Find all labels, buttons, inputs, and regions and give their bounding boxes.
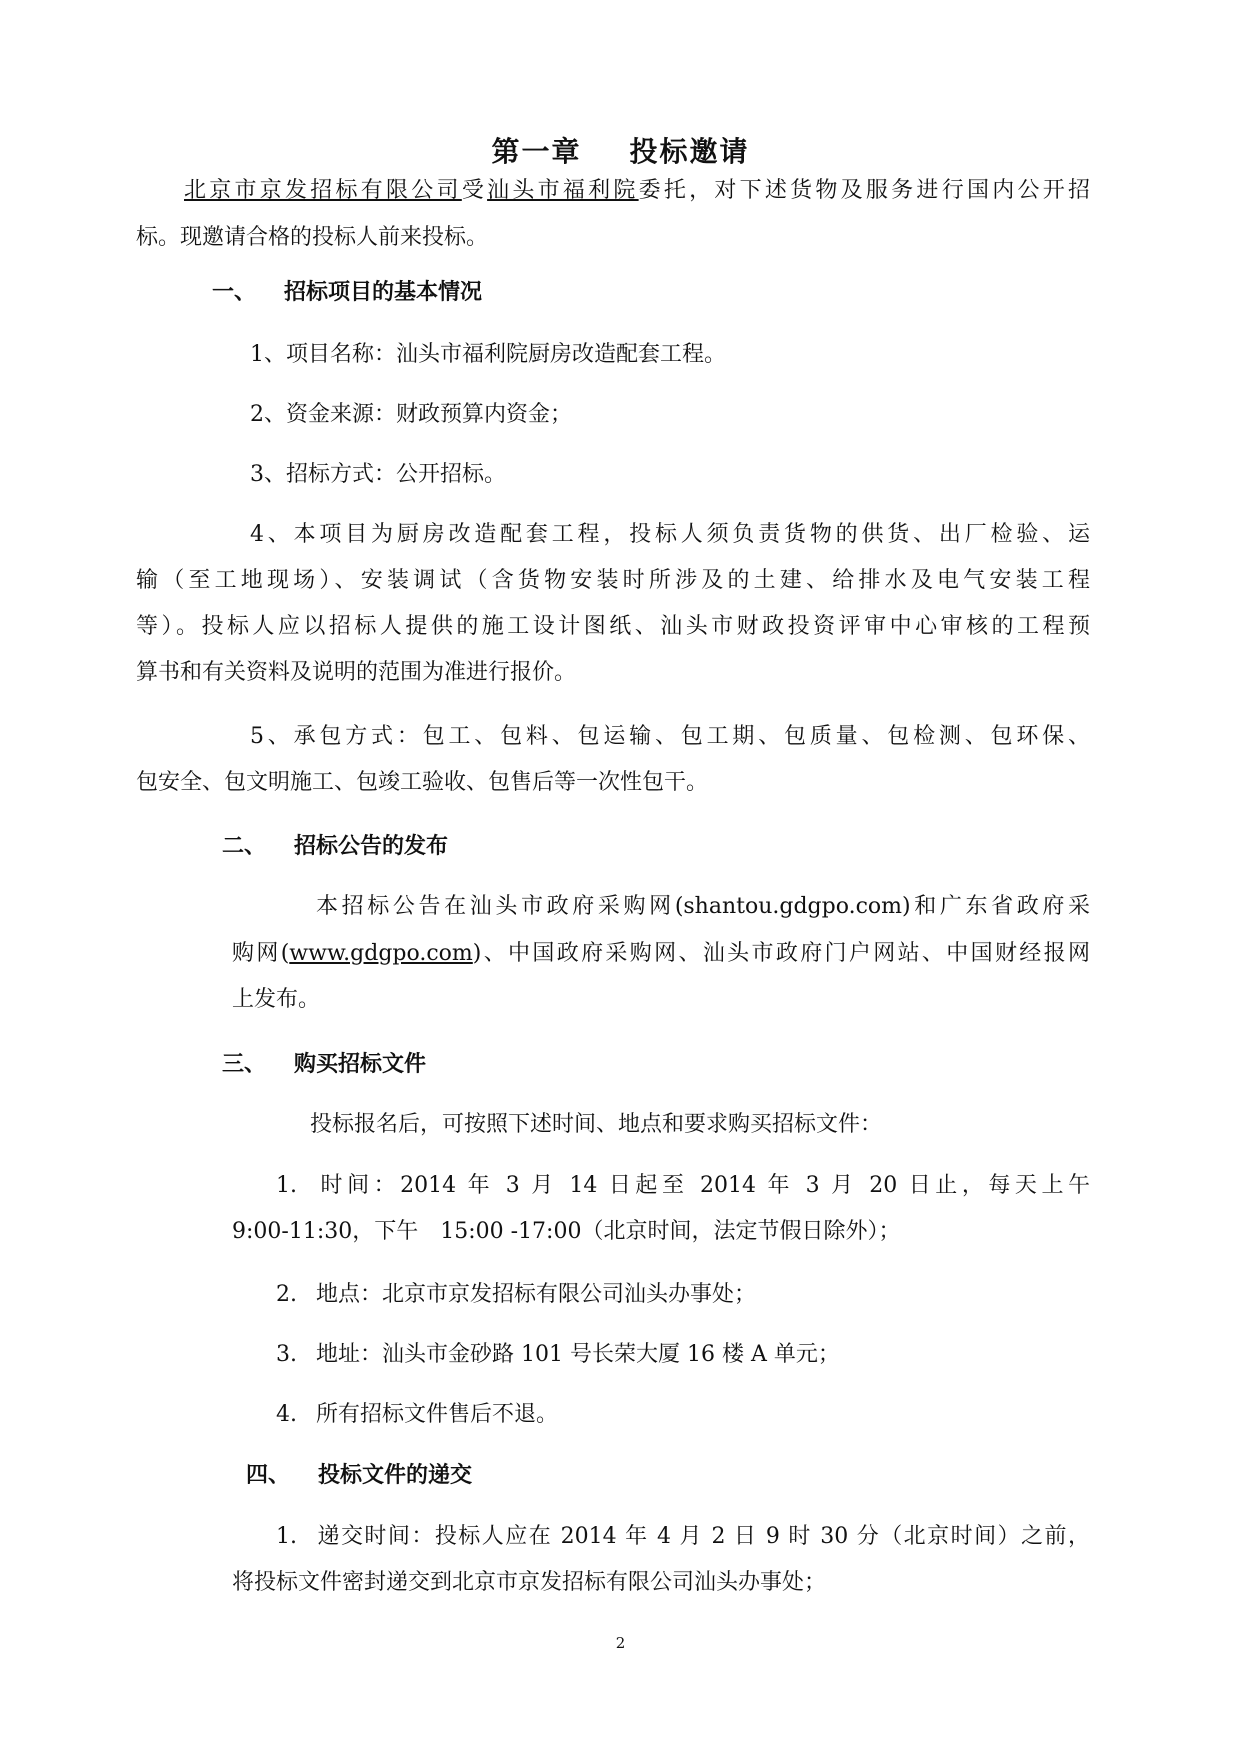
purchase-time-line-2: 9:00-11:30，下午 15:00 -17:00（北京时间，法定节假日除外）； xyxy=(232,1219,901,1244)
section-2-heading: 二、 招标公告的发布 xyxy=(222,834,449,859)
purchase-address: 3. 地址：汕头市金砂路 101 号长荣大厦 16 楼 A 单元； xyxy=(276,1342,840,1367)
scope-line-1: 4、本项目为厨房改造配套工程，投标人须负责货物的供货、出厂检验、运 xyxy=(250,522,1090,547)
announce-line-2: 购网(www.gdgpo.com)、中国政府采购网、汕头市政府门户网站、中国财经报网 xyxy=(232,941,1090,966)
purchase-lead: 投标报名后，可按照下述时间、地点和要求购买招标文件： xyxy=(310,1112,883,1137)
gdgpo-link[interactable]: www.gdgpo.com xyxy=(289,941,473,966)
scope-line-2: 输（至工地现场）、安装调试（含货物安装时所涉及的土建、给排水及电气安装工程 xyxy=(136,568,1090,593)
project-name: 1、项目名称：汕头市福利院厨房改造配套工程。 xyxy=(250,342,726,367)
submission-line-2: 将投标文件密封递交到北京市京发招标有限公司汕头办事处； xyxy=(232,1570,827,1595)
intro-line-1: 北京市京发招标有限公司受汕头市福利院委托，对下述货物及服务进行国内公开招 xyxy=(184,178,1090,203)
page-number: 2 xyxy=(615,1634,626,1652)
tender-method: 3、招标方式：公开招标。 xyxy=(250,462,506,487)
announce-line-3: 上发布。 xyxy=(232,987,321,1012)
scope-line-4: 算书和有关资料及说明的范围为准进行报价。 xyxy=(136,660,577,685)
fund-source: 2、资金来源：财政预算内资金； xyxy=(250,402,572,427)
contract-line-2: 包安全、包文明施工、包竣工验收、包售后等一次性包干。 xyxy=(136,770,709,795)
agency-name: 北京市京发招标有限公司 xyxy=(184,178,462,203)
intro-line-2: 标。现邀请合格的投标人前来投标。 xyxy=(136,225,489,250)
client-name: 汕头市福利院 xyxy=(487,178,639,203)
section-3-heading: 三、 购买招标文件 xyxy=(222,1052,427,1077)
no-refund-note: 4. 所有招标文件售后不退。 xyxy=(276,1402,559,1427)
section-1-heading: 一、 招标项目的基本情况 xyxy=(212,280,483,305)
chapter-title-number: 第一章 xyxy=(491,135,582,168)
chapter-title-text: 投标邀请 xyxy=(629,135,750,168)
purchase-time-line-1: 1. 时间：2014 年 3 月 14 日起至 2014 年 3 月 20 日止，每天上午 xyxy=(276,1173,1090,1198)
section-4-heading: 四、 投标文件的递交 xyxy=(246,1463,473,1488)
announce-line-1: 本招标公告在汕头市政府采购网(shantou.gdgpo.com)和广东省政府采 xyxy=(316,894,1090,919)
scope-line-3: 等）。投标人应以招标人提供的施工设计图纸、汕头市财政投资评审中心审核的工程预 xyxy=(136,614,1090,639)
purchase-place: 2. 地点：北京市京发招标有限公司汕头办事处； xyxy=(276,1282,757,1307)
submission-line-1: 1. 递交时间：投标人应在 2014 年 4 月 2 日 9 时 30 分（北京时间）之前， xyxy=(276,1524,1090,1549)
contract-line-1: 5、承包方式：包工、包料、包运输、包工期、包质量、包检测、包环保、 xyxy=(250,724,1090,749)
chapter-title xyxy=(0,130,1241,170)
